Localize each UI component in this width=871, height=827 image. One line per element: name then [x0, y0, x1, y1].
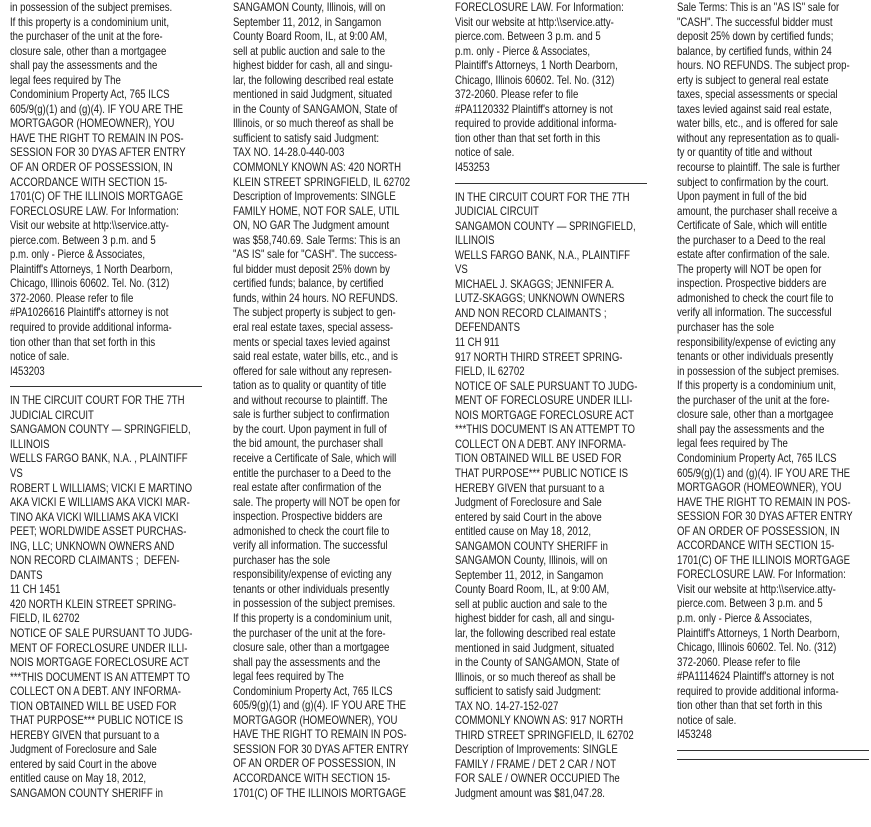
- notice-line: lar, the following described real estate: [455, 625, 616, 640]
- notice-line: "AS IS" sale for "CASH". The success-: [233, 247, 397, 262]
- column-4: [677, 0, 869, 827]
- notice-line: notice of sale.: [455, 145, 515, 160]
- notice-line: THAT PURPOSE*** PUBLIC NOTICE IS: [10, 713, 184, 728]
- notice-line: FORECLOSURE LAW. For Information:: [677, 567, 846, 582]
- legal-notice: [677, 0, 869, 742]
- notice-line: tenants or other individuals presently: [677, 349, 834, 364]
- notice-line: erty is subject to general real estate: [677, 72, 829, 87]
- notice-line: responsibility/expense of evicting any: [233, 567, 392, 582]
- notice-line: I453248: [677, 727, 712, 742]
- notice-line: SESSION FOR 30 DYAS AFTER ENTRY: [677, 509, 853, 524]
- notice-line: 605/9(g)(1) and (g)(4). IF YOU ARE THE: [677, 465, 851, 480]
- notice-line: ON, NO GAR The Judgment amount: [233, 218, 390, 233]
- notice-line: DANTS: [10, 567, 43, 582]
- notice-line: 11 CH 911: [455, 335, 500, 350]
- notice-line: SANGAMON COUNTY — SPRINGFIELD,: [10, 422, 191, 437]
- notice-divider: [677, 750, 869, 751]
- notice-line: Judgment amount was $81,047.28.: [455, 785, 605, 800]
- notice-line: recourse to plaintiff. The sale is further: [677, 160, 840, 175]
- notice-line: purchaser has the sole: [233, 552, 331, 567]
- notice-line: If this property is a condominium unit,: [10, 14, 170, 29]
- notice-line: September 11, 2012, in Sangamon: [455, 567, 604, 582]
- notice-line: highest bidder for cash, all and singu-: [233, 58, 393, 73]
- notice-line: sufficient to satisfy said Judgment:: [233, 130, 380, 145]
- notice-line: 605/9(g)(1) and (g)(4). IF YOU ARE THE: [233, 698, 407, 713]
- notice-line: TAX NO. 14-28.0-440-003: [233, 145, 345, 160]
- notice-line: p.m. only - Pierce & Associates,: [10, 247, 145, 262]
- notice-line: VS: [455, 262, 468, 277]
- notice-line: sale is further subject to confirmation: [233, 407, 390, 422]
- notice-line: Upon payment in full of the bid: [677, 189, 807, 204]
- notice-line: IN THE CIRCUIT COURT FOR THE 7TH: [455, 189, 630, 204]
- notice-line: September 11, 2012, in Sangamon: [233, 14, 382, 29]
- notice-line: entitled cause on May 18, 2012,: [455, 524, 592, 539]
- notice-line: LUTZ-SKAGGS; UNKNOWN OWNERS: [455, 291, 625, 306]
- notice-line: in possession of the subject premises.: [233, 596, 396, 611]
- notice-line: legal fees required by The: [233, 669, 344, 684]
- notice-line: entered by said Court in the above: [455, 509, 602, 524]
- notice-line: Condominium Property Act, 765 ILCS: [677, 450, 837, 465]
- notice-line: hours. NO REFUNDS. The subject prop-: [677, 58, 850, 73]
- notice-line: Sale Terms: This is an "AS IS" sale for: [677, 0, 840, 14]
- notice-divider: [10, 386, 202, 387]
- notice-line: JUDICIAL CIRCUIT: [455, 204, 539, 219]
- notice-line: #PA1114624 Plaintiff's attorney is not: [677, 669, 834, 684]
- notice-line: ACCORDANCE WITH SECTION 15-: [677, 538, 835, 553]
- notice-line: pierce.com. Between 3 p.m. and 5: [455, 29, 601, 44]
- notice-line: AKA VICKI E WILLIAMS AKA VICKI MAR-: [10, 495, 190, 510]
- notice-line: said real estate, water bills, etc., and is: [233, 349, 398, 364]
- notice-line: Chicago, Illinois 60602. Tel. No. (312): [455, 72, 615, 87]
- notice-line: entered by said Court in the above: [10, 756, 157, 771]
- notice-line: WELLS FARGO BANK, N.A. , PLAINTIFF: [10, 451, 188, 466]
- notice-line: tation as to quality or quantity of title: [233, 378, 387, 393]
- notice-line: amount, the purchaser shall receive a: [677, 203, 838, 218]
- notice-line: IN THE CIRCUIT COURT FOR THE 7TH: [10, 393, 185, 408]
- notice-line: HEREBY GIVEN that pursuant to a: [10, 727, 160, 742]
- column-1: [10, 0, 202, 827]
- notice-line: Certificate of Sale, which will entitle: [677, 218, 827, 233]
- notice-line: mentioned in said Judgment, situated: [233, 87, 393, 102]
- notice-line: THIRD STREET SPRINGFIELD, IL 62702: [455, 727, 634, 742]
- notice-line: FIELD, IL 62702: [455, 364, 525, 379]
- notice-line: KLEIN STREET SPRINGFIELD, IL 62702: [233, 174, 411, 189]
- notice-line: ILLINOIS: [10, 436, 50, 451]
- notice-line: SESSION FOR 30 DYAS AFTER ENTRY: [233, 741, 409, 756]
- notice-line: deposit 25% down by certified funds;: [677, 29, 834, 44]
- notice-line: Chicago, Illinois 60602. Tel. No. (312): [10, 276, 170, 291]
- notice-line: 420 NORTH KLEIN STREET SPRING-: [10, 596, 177, 611]
- notice-line: balance, by certified funds, within 24: [677, 43, 832, 58]
- notice-line: notice of sale.: [10, 349, 70, 364]
- notice-line: sale. The property will NOT be open for: [233, 494, 401, 509]
- notice-line: the purchaser of the unit at the fore-: [10, 29, 163, 44]
- legal-notice: [233, 0, 425, 800]
- notice-line: Judgment of Foreclosure and Sale: [10, 742, 157, 757]
- notice-line: MORTGAGOR (HOMEOWNER), YOU: [233, 712, 398, 727]
- notice-line: HAVE THE RIGHT TO REMAIN IN POS-: [233, 727, 407, 742]
- notice-line: The property will NOT be open for: [677, 261, 822, 276]
- notice-line: MICHAEL J. SKAGGS; JENNIFER A.: [455, 276, 615, 291]
- notice-line: purchaser has the sole: [677, 320, 775, 335]
- notice-line: SANGAMON County, Illinois, will on: [455, 553, 608, 568]
- notice-line: verify all information. The successful: [233, 538, 388, 553]
- notice-line: required to provide additional informa-: [677, 683, 839, 698]
- notice-line: taxes levied against said real estate,: [677, 101, 832, 116]
- notice-line: SANGAMON COUNTY — SPRINGFIELD,: [455, 218, 636, 233]
- notice-line: County Board Room, IL, at 9:00 AM,: [233, 29, 388, 44]
- notice-line: ***THIS DOCUMENT IS AN ATTEMPT TO: [10, 669, 190, 684]
- notice-line: Plaintiff's Attorneys, 1 North Dearborn,: [677, 625, 840, 640]
- notice-line: responsibility/expense of evicting any: [677, 334, 836, 349]
- notice-line: required to provide additional informa-: [10, 320, 172, 335]
- notice-line: COMMONLY KNOWN AS: 420 NORTH: [233, 160, 402, 175]
- notice-line: FAMILY HOME, NOT FOR SALE, UTIL: [233, 203, 400, 218]
- notice-line: shall pay the assessments and the: [233, 654, 381, 669]
- column-3: [455, 0, 647, 827]
- notice-line: FAMILY / FRAME / DET 2 CAR / NOT: [455, 756, 617, 771]
- notice-line: 372-2060. Please refer to file: [677, 654, 801, 669]
- notice-line: County Board Room, IL, at 9:00 AM,: [455, 582, 610, 597]
- notice-line: Illinois, or so much thereof as shall be: [233, 116, 394, 131]
- notice-line: 917 NORTH THIRD STREET SPRING-: [455, 349, 623, 364]
- notice-line: required to provide additional informa-: [455, 116, 617, 131]
- notice-line: pierce.com. Between 3 p.m. and 5: [677, 596, 823, 611]
- notice-line: TAX NO. 14-27-152-027: [455, 698, 559, 713]
- notice-line: ACCORDANCE WITH SECTION 15-: [10, 174, 168, 189]
- notice-line: Visit our website at http:\\service.atty-: [455, 14, 614, 29]
- notice-line: #PA1026616 Plaintiff's attorney is not: [10, 305, 169, 320]
- notice-line: sell at public auction and sale to the: [455, 596, 608, 611]
- notice-line: FOR SALE / OWNER OCCUPIED The: [455, 771, 620, 786]
- notice-line: legal fees required by The: [677, 436, 788, 451]
- notice-line: NON RECORD CLAIMANTS ; DEFEN-: [10, 553, 180, 568]
- notice-line: ROBERT L WILLIAMS; VICKI E MARTINO: [10, 480, 193, 495]
- notice-line: I453203: [10, 363, 45, 378]
- notice-line: 11 CH 1451: [10, 582, 61, 597]
- notice-line: TINO AKA VICKI WILLIAMS AKA VICKI: [10, 509, 179, 524]
- notice-line: Plaintiff's Attorneys, 1 North Dearborn,: [455, 58, 618, 73]
- notice-line: tion other than that set forth in this: [10, 334, 156, 349]
- notice-line: closure sale, other than a mortgagee: [10, 43, 167, 58]
- notice-line: JUDICIAL CIRCUIT: [10, 407, 94, 422]
- notice-line: ILLINOIS: [455, 233, 495, 248]
- notice-line: the bid amount, the purchaser shall: [233, 436, 383, 451]
- notice-line: #PA1120332 Plaintiff's attorney is not: [455, 101, 613, 116]
- notice-line: The subject property is subject to gen-: [233, 305, 396, 320]
- notice-line: "CASH". The successful bidder must: [677, 14, 833, 29]
- notice-line: 1701(C) OF THE ILLINOIS MORTGAGE: [10, 189, 184, 204]
- notice-line: HAVE THE RIGHT TO REMAIN IN POS-: [10, 130, 184, 145]
- notice-line: SESSION FOR 30 DYAS AFTER ENTRY: [10, 145, 186, 160]
- notice-line: NOTICE OF SALE PURSUANT TO JUDG-: [455, 378, 638, 393]
- notice-line: tion other than that set forth in this: [677, 698, 823, 713]
- notice-line: receive a Certificate of Sale, which will: [233, 450, 397, 465]
- notice-line: 372-2060. Please refer to file: [455, 87, 579, 102]
- notice-line: NOTICE OF SALE PURSUANT TO JUDG-: [10, 625, 193, 640]
- notice-line: inspection. Prospective bidders are: [677, 276, 827, 291]
- notice-line: pierce.com. Between 3 p.m. and 5: [10, 232, 156, 247]
- notice-line: Judgment of Foreclosure and Sale: [455, 495, 602, 510]
- notice-line: NOIS MORTGAGE FORECLOSURE ACT: [455, 407, 635, 422]
- notice-line: estate after confirmation of the sale.: [677, 247, 830, 262]
- notice-line: admonished to check the court file to: [233, 523, 390, 538]
- notice-line: TION OBTAINED WILL BE USED FOR: [10, 698, 177, 713]
- notice-line: TION OBTAINED WILL BE USED FOR: [455, 451, 622, 466]
- notice-line: OF AN ORDER OF POSSESSION, IN: [677, 523, 840, 538]
- notice-divider: [455, 183, 647, 184]
- notice-line: ***THIS DOCUMENT IS AN ATTEMPT TO: [455, 422, 635, 437]
- notice-line: in the County of SANGAMON, State of: [233, 101, 398, 116]
- legal-notice: [10, 393, 202, 800]
- notice-line: verify all information. The successful: [677, 305, 832, 320]
- notice-divider: [677, 759, 869, 760]
- notice-line: real estate after confirmation of the: [233, 480, 382, 495]
- notice-line: taxes, special assessments or special: [677, 87, 838, 102]
- notice-line: Visit our website at http:\\service.atty-: [10, 218, 169, 233]
- notice-line: DEFENDANTS: [455, 320, 521, 335]
- notice-line: ments or special taxes levied against: [233, 334, 390, 349]
- notice-line: Description of Improvements: SINGLE: [455, 742, 618, 757]
- notice-line: water bills, etc., and is offered for sale: [677, 116, 838, 131]
- notice-line: Chicago, Illinois 60602. Tel. No. (312): [677, 640, 837, 655]
- notice-line: FORECLOSURE LAW. For Information:: [455, 0, 624, 14]
- notice-line: MORTGAGOR (HOMEOWNER), YOU: [677, 480, 842, 495]
- notice-line: legal fees required by The: [10, 72, 121, 87]
- notice-line: VS: [10, 465, 23, 480]
- notice-line: Description of Improvements: SINGLE: [233, 189, 396, 204]
- notice-line: SANGAMON County, Illinois, will on: [233, 0, 386, 14]
- notice-line: subject to confirmation by the court.: [677, 174, 829, 189]
- notice-line: entitled cause on May 18, 2012,: [10, 771, 147, 786]
- notice-line: Condominium Property Act, 765 ILCS: [233, 683, 393, 698]
- notice-line: sell at public auction and sale to the: [233, 43, 386, 58]
- notice-line: Illinois, or so much thereof as shall be: [455, 669, 616, 684]
- notice-line: 1701(C) OF THE ILLINOIS MORTGAGE: [233, 785, 407, 800]
- notice-line: HEREBY GIVEN that pursuant to a: [455, 480, 605, 495]
- notice-line: If this property is a condominium unit,: [677, 378, 837, 393]
- notice-line: highest bidder for cash, all and singu-: [455, 611, 615, 626]
- notice-line: by the court. Upon payment in full of: [233, 421, 387, 436]
- notice-line: in the County of SANGAMON, State of: [455, 655, 620, 670]
- notice-line: funds, within 24 hours. NO REFUNDS.: [233, 290, 398, 305]
- notice-line: Condominium Property Act, 765 ILCS: [10, 87, 170, 102]
- notice-line: was $58,740.69. Sale Terms: This is an: [233, 232, 401, 247]
- notice-line: tion other than that set forth in this: [455, 130, 601, 145]
- notice-line: mentioned in said Judgment, situated: [455, 640, 615, 655]
- notice-line: THAT PURPOSE*** PUBLIC NOTICE IS: [455, 465, 629, 480]
- notice-line: PEET; WORLDWIDE ASSET PURCHAS-: [10, 524, 187, 539]
- notice-line: 372-2060. Please refer to file: [10, 290, 134, 305]
- notice-line: Visit our website at http:\\service.atty-: [677, 581, 836, 596]
- notice-line: HAVE THE RIGHT TO REMAIN IN POS-: [677, 494, 851, 509]
- notice-line: COLLECT ON A DEBT. ANY INFORMA-: [455, 436, 626, 451]
- notice-line: MENT OF FORECLOSURE UNDER ILLI-: [455, 393, 633, 408]
- notice-line: in possession of the subject premises.: [677, 363, 840, 378]
- notice-line: MENT OF FORECLOSURE UNDER ILLI-: [10, 640, 188, 655]
- notice-line: sufficient to satisfy said Judgment:: [455, 684, 602, 699]
- notice-line: shall pay the assessments and the: [677, 421, 825, 436]
- notice-line: admonished to check the court file to: [677, 290, 834, 305]
- notice-line: ful bidder must deposit 25% down by: [233, 261, 390, 276]
- notice-line: offered for sale without any represen-: [233, 363, 392, 378]
- legal-notice: [455, 0, 647, 175]
- notice-line: shall pay the assessments and the: [10, 58, 158, 73]
- notice-line: COLLECT ON A DEBT. ANY INFORMA-: [10, 684, 181, 699]
- column-2: [233, 0, 425, 827]
- notice-line: If this property is a condominium unit,: [233, 610, 393, 625]
- notice-line: eral real estate taxes, special assess-: [233, 320, 394, 335]
- notice-line: 1701(C) OF THE ILLINOIS MORTGAGE: [677, 552, 851, 567]
- notice-line: Plaintiff's Attorneys, 1 North Dearborn,: [10, 261, 173, 276]
- notice-line: in possession of the subject premises.: [10, 0, 173, 14]
- notice-line: entitle the purchaser to a Deed to the: [233, 465, 391, 480]
- notice-line: COMMONLY KNOWN AS: 917 NORTH: [455, 713, 624, 728]
- notice-line: NOIS MORTGAGE FORECLOSURE ACT: [10, 655, 190, 670]
- notice-line: WELLS FARGO BANK, N.A., PLAINTIFF: [455, 247, 630, 262]
- notice-line: OF AN ORDER OF POSSESSION, IN: [233, 756, 396, 771]
- notice-line: ACCORDANCE WITH SECTION 15-: [233, 770, 391, 785]
- legal-notice: [10, 0, 202, 378]
- notice-line: without any representation as to quali-: [677, 130, 840, 145]
- notice-line: ty or quantity of title and without: [677, 145, 813, 160]
- notice-line: MORTGAGOR (HOMEOWNER), YOU: [10, 116, 175, 131]
- notice-line: lar, the following described real estate: [233, 72, 394, 87]
- notice-line: 605/9(g)(1) and (g)(4). IF YOU ARE THE: [10, 101, 184, 116]
- legal-notice: [455, 190, 647, 801]
- notice-line: p.m. only - Pierce & Associates,: [677, 610, 812, 625]
- notice-line: notice of sale.: [677, 712, 737, 727]
- notice-line: FORECLOSURE LAW. For Information:: [10, 203, 179, 218]
- notice-line: the purchaser of the unit at the fore-: [233, 625, 386, 640]
- notice-line: closure sale, other than a mortgagee: [233, 640, 390, 655]
- notice-line: closure sale, other than a mortgagee: [677, 407, 834, 422]
- notice-line: FIELD, IL 62702: [10, 611, 80, 626]
- notice-line: and without recourse to plaintiff. The: [233, 392, 388, 407]
- notice-line: p.m. only - Pierce & Associates,: [455, 43, 590, 58]
- notice-line: SANGAMON COUNTY SHERIFF in: [10, 785, 163, 800]
- notice-line: AND NON RECORD CLAIMANTS ;: [455, 305, 607, 320]
- notice-line: tenants or other individuals presently: [233, 581, 390, 596]
- notice-line: SANGAMON COUNTY SHERIFF in: [455, 538, 608, 553]
- notice-line: the purchaser to a Deed to the real: [677, 232, 826, 247]
- notice-line: OF AN ORDER OF POSSESSION, IN: [10, 160, 173, 175]
- notice-line: I453253: [455, 160, 490, 175]
- notice-line: inspection. Prospective bidders are: [233, 509, 383, 524]
- notice-line: certified funds; balance, by certified: [233, 276, 384, 291]
- notice-line: ING, LLC; UNKNOWN OWNERS AND: [10, 538, 175, 553]
- notice-line: the purchaser of the unit at the fore-: [677, 392, 830, 407]
